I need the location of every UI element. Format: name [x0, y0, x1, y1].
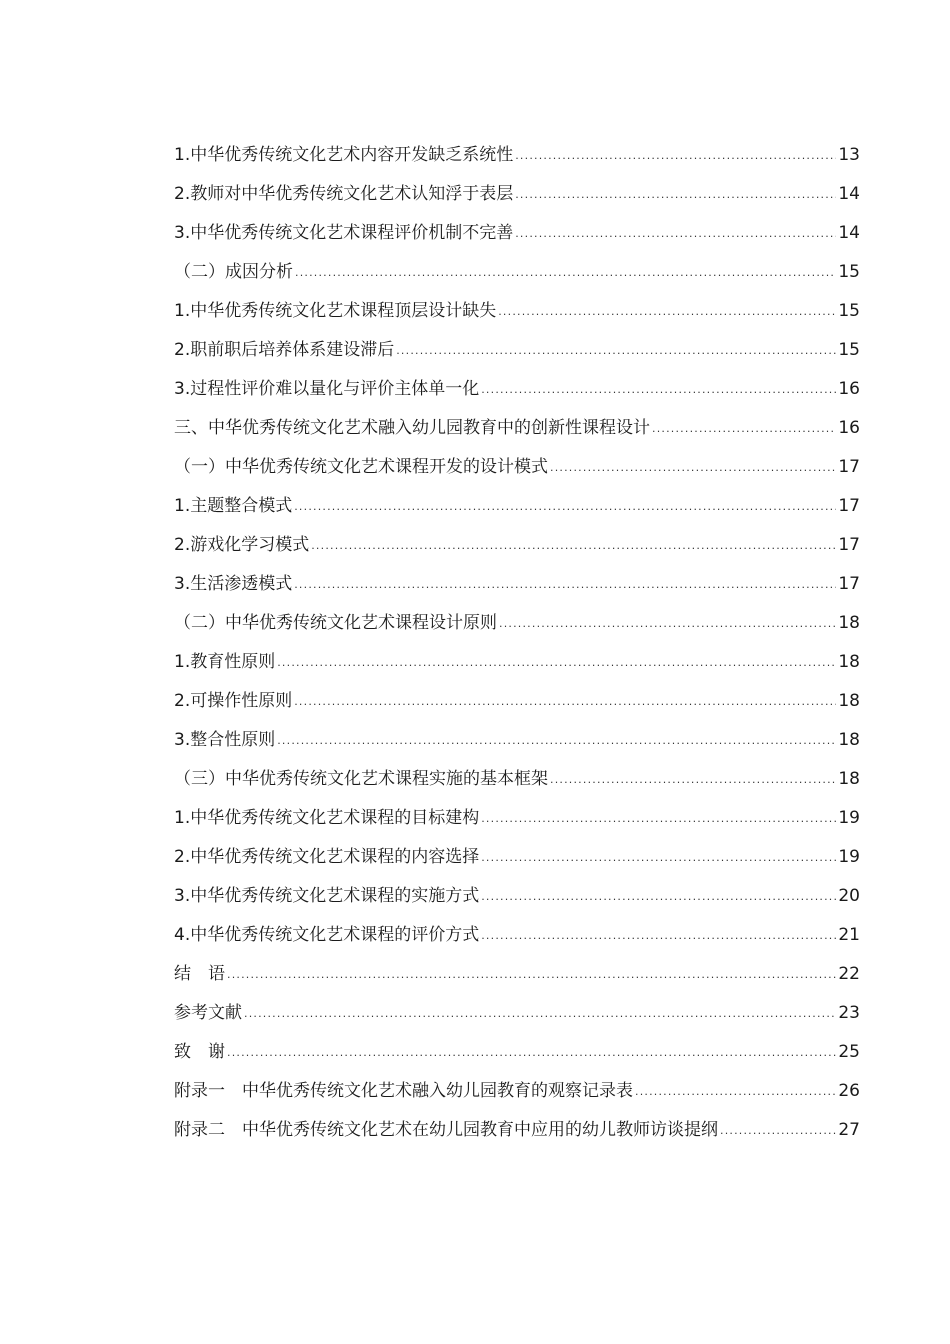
toc-dot-leader: [277, 728, 836, 754]
toc-entry-label: 3.中华优秀传统文化艺术课程的实施方式: [174, 886, 480, 906]
toc-dot-leader: [244, 1001, 836, 1027]
toc-dot-leader: [635, 1079, 836, 1105]
toc-page-number: 15: [838, 340, 860, 360]
toc-page-number: 15: [838, 262, 860, 282]
toc-entry-label: 1.中华优秀传统文化艺术课程顶层设计缺失: [174, 301, 497, 321]
toc-dot-leader: [481, 884, 836, 910]
toc-entry-label: 3.中华优秀传统文化艺术课程评价机制不完善: [174, 223, 514, 243]
toc-entry[interactable]: [174, 571, 860, 610]
toc-entry[interactable]: [174, 493, 860, 532]
toc-entry-label: 三、中华优秀传统文化艺术融入幼儿园教育中的创新性课程设计: [174, 418, 650, 438]
toc-entry-label: 参考文献: [174, 1003, 242, 1023]
toc-page-number: 13: [838, 145, 860, 165]
toc-dot-leader: [481, 377, 836, 403]
toc-entry[interactable]: [174, 220, 860, 259]
toc-entry[interactable]: [174, 415, 860, 454]
toc-entry-label: 1.教育性原则: [174, 652, 276, 672]
toc-entry-label: 2.可操作性原则: [174, 691, 293, 711]
toc-page-number: 22: [838, 964, 860, 984]
toc-entry-label: 附录二 中华优秀传统文化艺术在幼儿园教育中应用的幼儿教师访谈提纲: [174, 1120, 718, 1140]
toc-entry-label: 1.主题整合模式: [174, 496, 293, 516]
toc-page-number: 18: [838, 691, 860, 711]
toc-dot-leader: [481, 923, 836, 949]
toc-entry-label: 3.生活渗透模式: [174, 574, 293, 594]
toc-page-number: 27: [838, 1120, 860, 1140]
toc-entry[interactable]: [174, 766, 860, 805]
toc-entry-label: 1.中华优秀传统文化艺术内容开发缺乏系统性: [174, 145, 514, 165]
toc-dot-leader: [481, 806, 836, 832]
toc-entry[interactable]: [174, 805, 860, 844]
toc-page-number: 16: [838, 418, 860, 438]
toc-dot-leader: [227, 1040, 836, 1066]
toc-dot-leader: [294, 572, 836, 598]
toc-dot-leader: [396, 338, 836, 364]
toc-page-number: 14: [838, 184, 860, 204]
toc-entry[interactable]: [174, 454, 860, 493]
toc-dot-leader: [277, 650, 836, 676]
toc-dot-leader: [295, 260, 836, 286]
toc-page-number: 19: [838, 847, 860, 867]
toc-page-number: 18: [838, 613, 860, 633]
toc-entry-label: 结 语: [174, 964, 225, 984]
toc-entry-label: （二）中华优秀传统文化艺术课程设计原则: [174, 613, 497, 633]
toc-dot-leader: [550, 455, 836, 481]
toc-entry[interactable]: [174, 259, 860, 298]
toc-dot-leader: [499, 611, 836, 637]
toc-entry-label: 3.过程性评价难以量化与评价主体单一化: [174, 379, 480, 399]
toc-dot-leader: [515, 182, 836, 208]
toc-dot-leader: [481, 845, 836, 871]
toc-entry-label: 附录一 中华优秀传统文化艺术融入幼儿园教育的观察记录表: [174, 1081, 633, 1101]
toc-entry[interactable]: [174, 727, 860, 766]
toc-entry[interactable]: [174, 1039, 860, 1078]
toc-entry[interactable]: [174, 532, 860, 571]
toc-entry-label: 3.整合性原则: [174, 730, 276, 750]
toc-entry[interactable]: [174, 610, 860, 649]
toc-entry[interactable]: [174, 922, 860, 961]
toc-dot-leader: [515, 221, 836, 247]
toc-page-number: 19: [838, 808, 860, 828]
toc-page-number: 17: [838, 535, 860, 555]
toc-entry-label: 2.职前职后培养体系建设滞后: [174, 340, 395, 360]
toc-entry[interactable]: [174, 1117, 860, 1156]
toc-page-number: 21: [838, 925, 860, 945]
toc-entry-label: 1.中华优秀传统文化艺术课程的目标建构: [174, 808, 480, 828]
toc-page-number: 26: [838, 1081, 860, 1101]
toc-dot-leader: [652, 416, 836, 442]
toc-dot-leader: [515, 143, 836, 169]
toc-entry[interactable]: [174, 1000, 860, 1039]
toc-page-number: 20: [838, 886, 860, 906]
toc-page-number: 18: [838, 769, 860, 789]
table-of-contents: [174, 142, 860, 1156]
toc-entry-label: 2.教师对中华优秀传统文化艺术认知浮于表层: [174, 184, 514, 204]
toc-entry[interactable]: [174, 649, 860, 688]
toc-page-number: 18: [838, 652, 860, 672]
toc-entry-label: （一）中华优秀传统文化艺术课程开发的设计模式: [174, 457, 548, 477]
toc-page-number: 23: [838, 1003, 860, 1023]
toc-entry[interactable]: [174, 688, 860, 727]
toc-page-number: 17: [838, 496, 860, 516]
toc-entry-label: 2.中华优秀传统文化艺术课程的内容选择: [174, 847, 480, 867]
toc-entry[interactable]: [174, 142, 860, 181]
toc-entry-label: （三）中华优秀传统文化艺术课程实施的基本框架: [174, 769, 548, 789]
toc-dot-leader: [498, 299, 836, 325]
toc-dot-leader: [550, 767, 836, 793]
toc-entry-label: 致 谢: [174, 1042, 225, 1062]
toc-page-number: 14: [838, 223, 860, 243]
toc-entry[interactable]: [174, 961, 860, 1000]
toc-page-number: 15: [838, 301, 860, 321]
toc-entry[interactable]: [174, 376, 860, 415]
toc-entry[interactable]: [174, 883, 860, 922]
toc-page-number: 17: [838, 457, 860, 477]
toc-dot-leader: [227, 962, 836, 988]
toc-entry[interactable]: [174, 181, 860, 220]
toc-entry[interactable]: [174, 298, 860, 337]
toc-dot-leader: [294, 689, 836, 715]
toc-page-number: 17: [838, 574, 860, 594]
toc-dot-leader: [311, 533, 836, 559]
toc-entry-label: （二）成因分析: [174, 262, 293, 282]
toc-entry-label: 2.游戏化学习模式: [174, 535, 310, 555]
toc-entry[interactable]: [174, 1078, 860, 1117]
toc-entry[interactable]: [174, 844, 860, 883]
toc-page-number: 16: [838, 379, 860, 399]
toc-page-number: 18: [838, 730, 860, 750]
toc-entry[interactable]: [174, 337, 860, 376]
toc-entry-label: 4.中华优秀传统文化艺术课程的评价方式: [174, 925, 480, 945]
toc-dot-leader: [720, 1118, 836, 1144]
toc-dot-leader: [294, 494, 836, 520]
toc-page-number: 25: [838, 1042, 860, 1062]
